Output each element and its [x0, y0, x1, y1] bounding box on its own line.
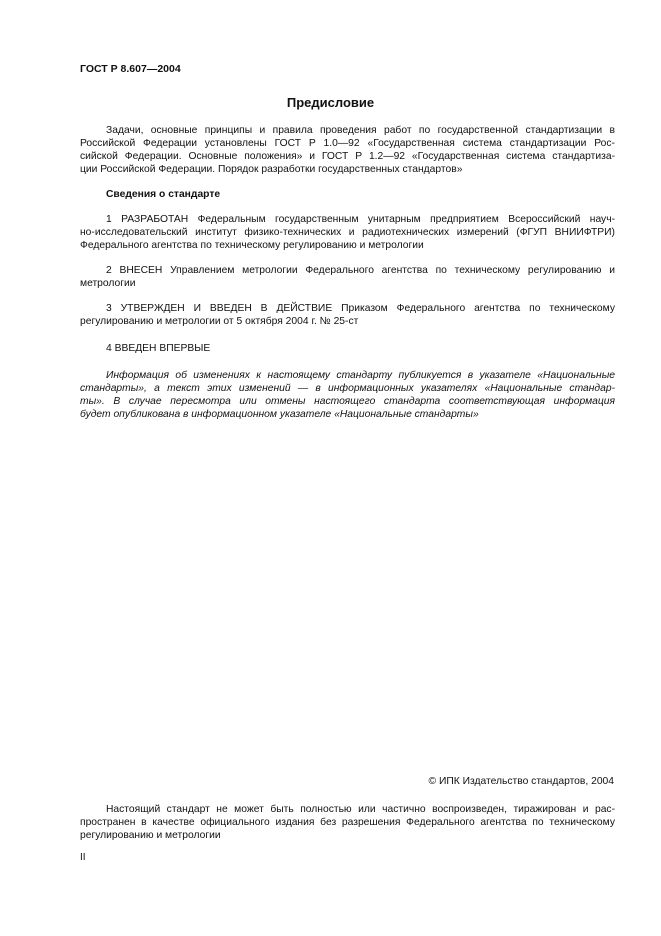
about-item-line: но-исследовательский институт физико-технических и радиотехнических измерений (ФГУП ВНИИФТРИ) [80, 227, 615, 238]
about-item-line: Федерального агентства по техническому регулированию и метрологии [80, 240, 424, 251]
about-item-line: 2 ВНЕСЕН Управлением метрологии Федерального агентства по техническому регулированию и [106, 265, 615, 276]
reproduction-line: пространен в качестве официального издания без разрешения Федерального агентства по техническому [80, 817, 615, 828]
intro-line: сийской Федерации. Основные положения» и ГОСТ Р 1.2—92 «Государственная система стандартиза- [80, 151, 615, 162]
document-number-header: ГОСТ Р 8.607—2004 [80, 63, 181, 75]
about-item-line: регулированию и метрологии от 5 октября 2004 г. № 25-ст [80, 316, 359, 327]
reproduction-line: Настоящий стандарт не может быть полностью или частично воспроизведен, тиражирован и рас- [106, 804, 615, 815]
notice-line: Информация об изменениях к настоящему стандарту публикуется в указателе «Национальные [106, 370, 615, 381]
about-item-line: 1 РАЗРАБОТАН Федеральным государственным унитарным предприятием Всероссийский науч- [106, 214, 615, 225]
page-number: II [80, 852, 86, 863]
intro-line: ции Российской Федерации. Порядок разработки государственных стандартов» [80, 164, 463, 175]
about-item-line: метрологии [80, 278, 136, 289]
about-item-line: 4 ВВЕДЕН ВПЕРВЫЕ [106, 343, 211, 354]
notice-line: стандарты», а текст этих изменений — в информационных указателях «Национальные стандар- [80, 383, 615, 394]
about-item-line: 3 УТВЕРЖДЕН И ВВЕДЕН В ДЕЙСТВИЕ Приказом Федерального агентства по техническому [106, 303, 615, 314]
copyright-line: © ИПК Издательство стандартов, 2004 [428, 776, 614, 787]
about-heading: Сведения о стандарте [106, 189, 221, 200]
section-title: Предисловие [286, 95, 375, 110]
reproduction-line: регулированию и метрологии [80, 830, 221, 841]
intro-line: Задачи, основные принципы и правила проведения работ по государственной стандартизации в [106, 125, 615, 136]
intro-line: Российской Федерации установлены ГОСТ Р 1.0—92 «Государственная система стандартизации Рос- [80, 138, 615, 149]
notice-line: будет опубликована в информационном указателе «Национальные стандарты» [80, 409, 479, 420]
notice-line: ты». В случае пересмотра или отмены настоящего стандарта соответствующая информация [80, 396, 615, 407]
